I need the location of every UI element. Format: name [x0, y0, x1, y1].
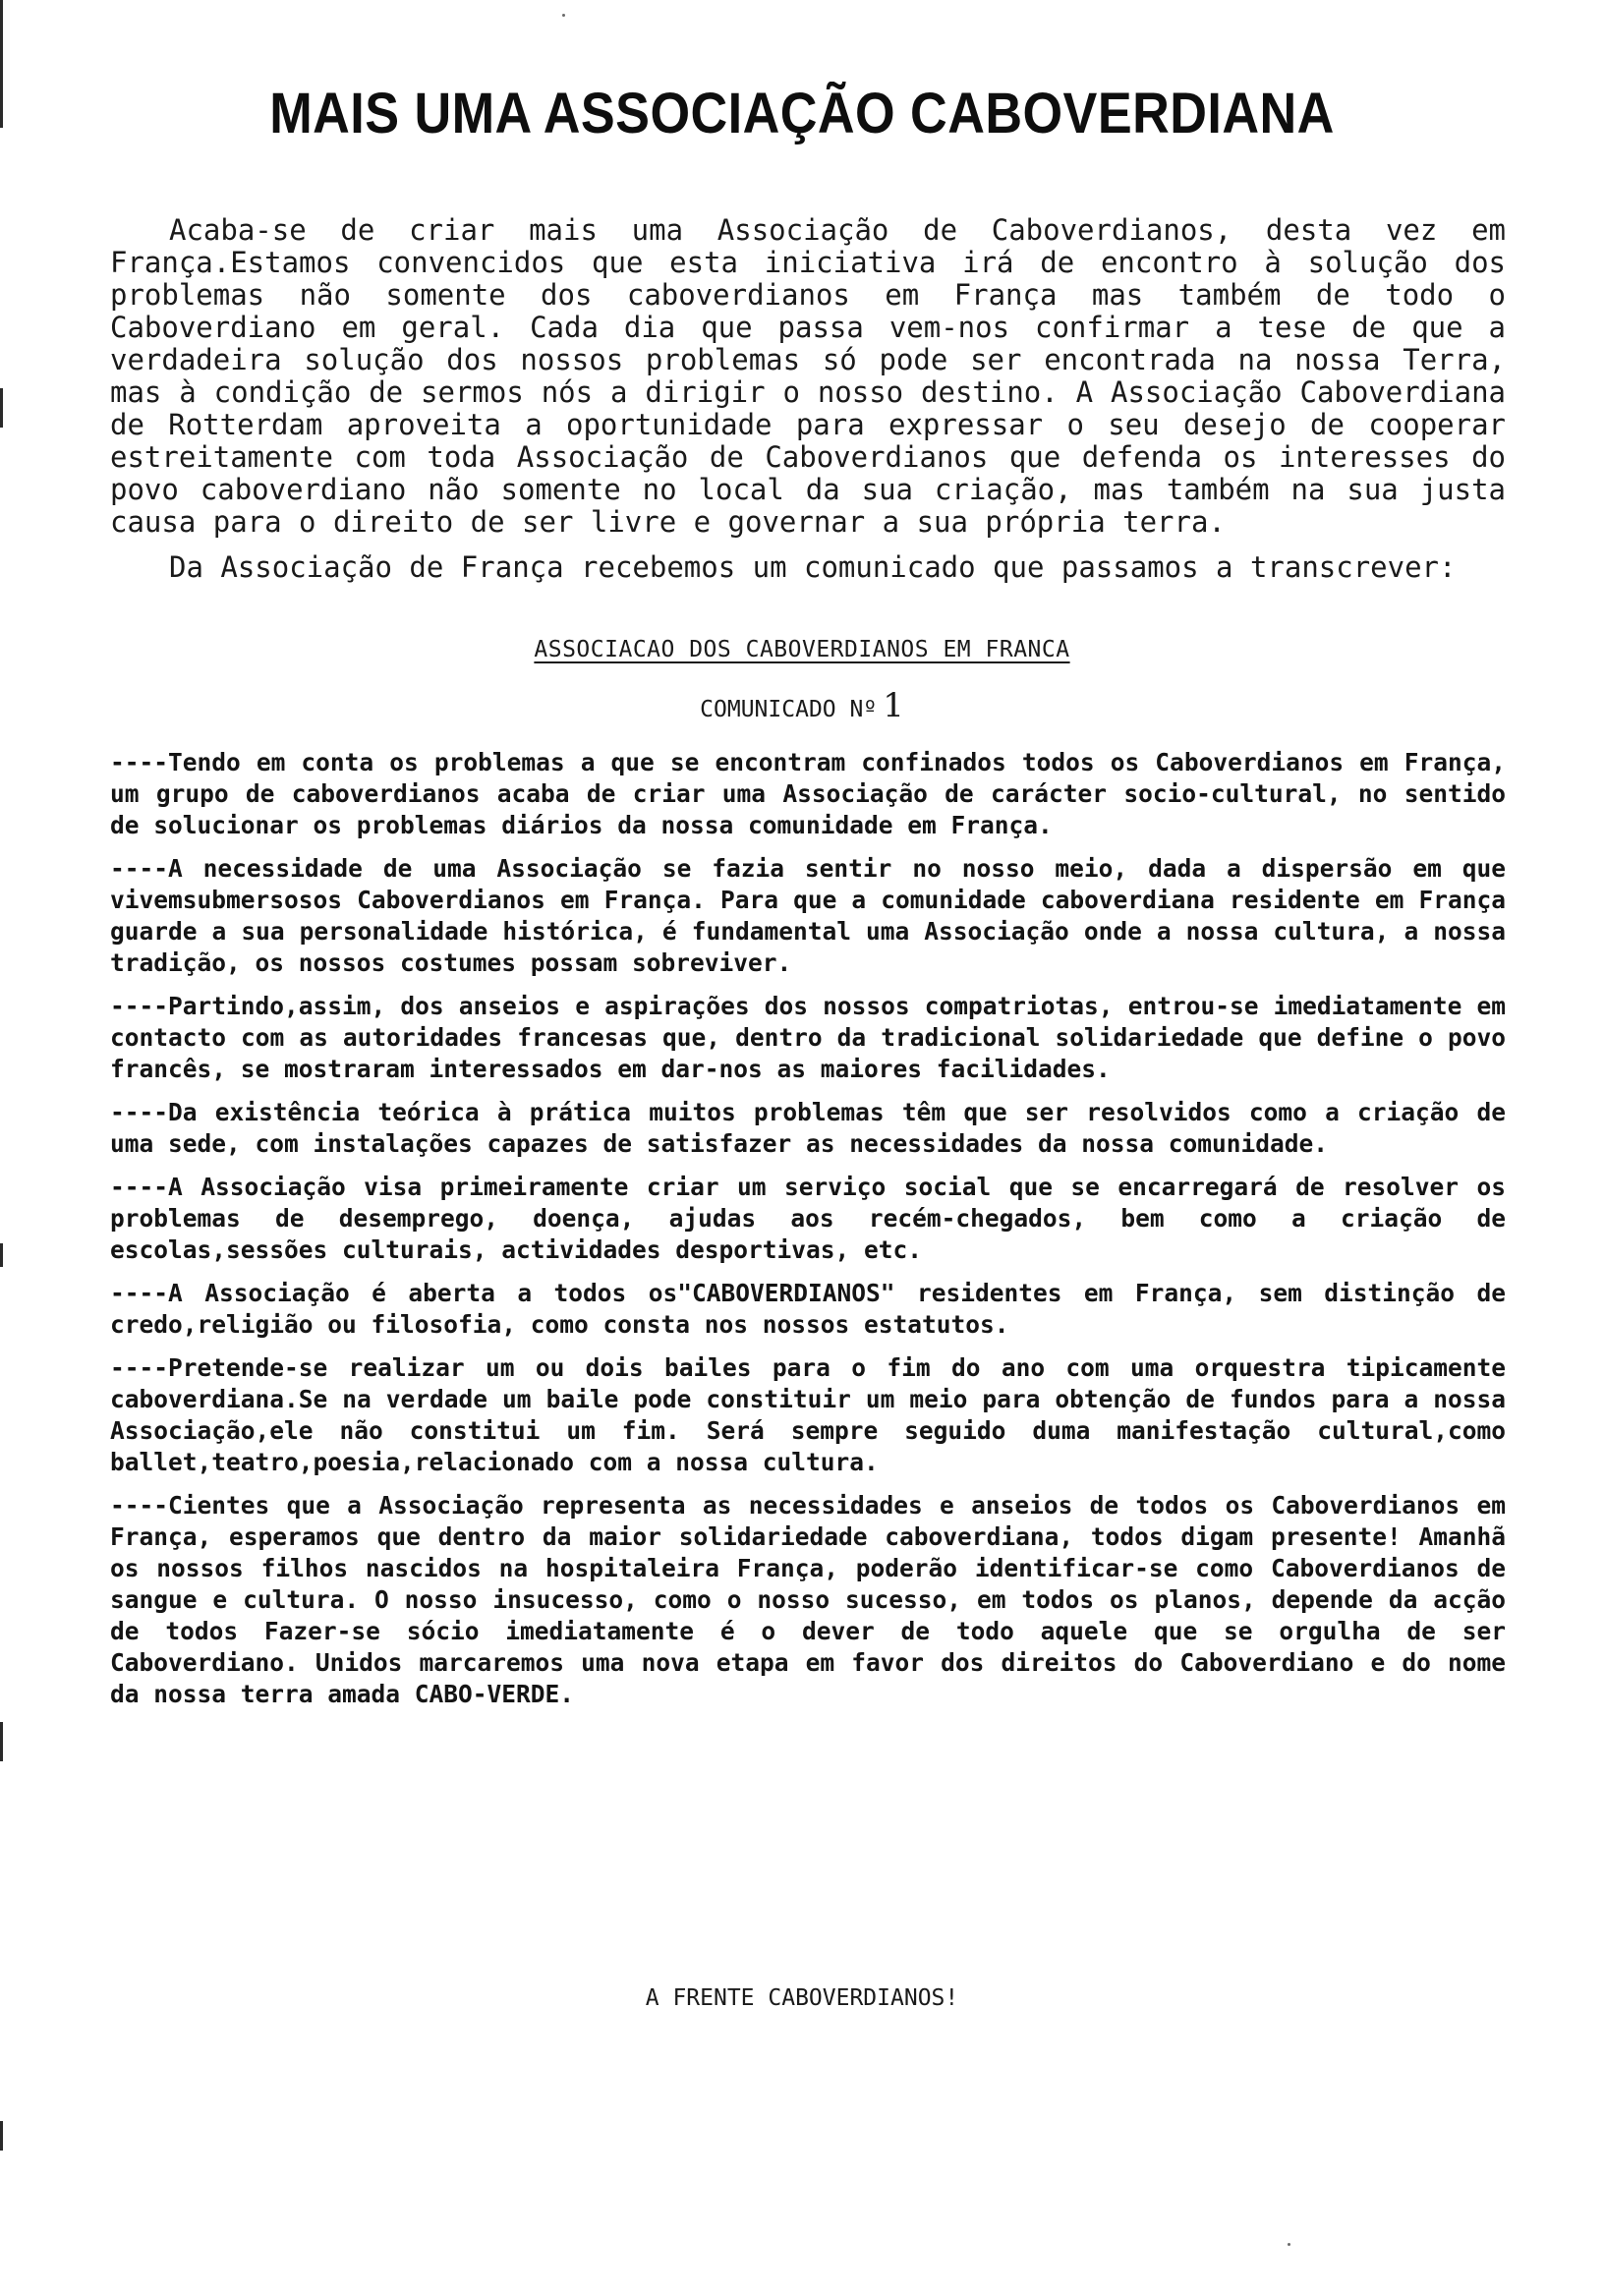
- communique-number-line: [0, 686, 1604, 725]
- communique-paragraph: ----A necessidade de uma Associação se fazia sentir no nosso meio, dada a dispersão em que vivemsubmersosos Caboverdianos em França. Para que a comunidade caboverdiana residente em França guarde a sua personalidade histórica, é fundamental uma Associação onde a nossa cultura, a nossa tradição, os nossos costumes possam sobreviver.: [110, 854, 1506, 977]
- left-margin-mark: [0, 1722, 3, 1761]
- left-margin-mark: [0, 1243, 3, 1267]
- paper-speck: [562, 14, 565, 17]
- closing-line: A FRENTE CABOVERDIANOS!: [645, 1985, 959, 2011]
- communique-paragraph: ----Da existência teórica à prática muitos problemas têm que ser resolvidos como a criação de uma sede, com instalações capazes de satisfazer as necessidades da nossa comunidade.: [110, 1098, 1506, 1158]
- communique-paragraph: ----A Associação visa primeiramente criar um serviço social que se encarregará de resolver os problemas de desemprego, doença, ajudas aos recém-chegados, bem como a criação de escolas,sessões culturais, actividades desportivas, etc.: [110, 1173, 1506, 1264]
- communique-number: 1: [883, 686, 904, 725]
- communique-paragraph: ----Partindo,assim, dos anseios e aspirações dos nossos compatriotas, entrou-se imediatamente em contacto com as autoridades francesas que, dentro da tradicional solidariedade que define o povo francês, se mostraram interessados em dar-nos as maiores facilidades.: [110, 992, 1506, 1083]
- intro-paragraph: Acaba-se de criar mais uma Associação de Caboverdianos, desta vez em França.Estamos convencidos que esta iniciativa irá de encontro à solução dos problemas não somente dos caboverdianos em França mas também de todo o Caboverdiano em geral. Cada dia que passa vem-nos confirmar a tese de que a verdadeira solução dos nossos problemas só pode ser encontrada na nossa Terra, mas à condição de sermos nós a dirigir o nosso destino. A Associação Caboverdiana de Rotterdam aproveita a oportunidade para expressar o seu desejo de cooperar estreitamente com toda Associação de Caboverdianos que defenda os interesses do povo caboverdiano não somente no local da sua criação, mas também na sua justa causa para o direito de ser livre e governar a sua própria terra.: [110, 213, 1506, 539]
- communique-header-text: ASSOCIACAO DOS CABOVERDIANOS EM FRANCA: [534, 637, 1070, 662]
- intro-paragraph: Da Associação de França recebemos um comunicado que passamos a transcrever:: [169, 550, 1457, 584]
- communique-body: [110, 747, 1506, 1710]
- communique-paragraph: ----Pretende-se realizar um ou dois bailes para o fim do ano com uma orquestra tipicamente caboverdiana.Se na verdade um baile pode constituir um meio para obtenção de fundos para a nossa Associação,ele não constitui um fim. Será sempre seguido duma manifestação cultural,como ballet,teatro,poesia,relacionado com a nossa cultura.: [110, 1353, 1506, 1476]
- left-margin-mark: [0, 2121, 3, 2151]
- paper-speck: [1288, 2243, 1290, 2246]
- communique-label: COMUNICADO Nº: [700, 697, 878, 722]
- communique-paragraph: ----Tendo em conta os problemas a que se encontram confinados todos os Caboverdianos em França, um grupo de caboverdianos acaba de criar uma Associação de carácter socio-cultural, no sentido de solucionar os problemas diários da nossa comunidade em França.: [110, 748, 1506, 839]
- communique-header: [0, 637, 1604, 662]
- left-margin-mark: [0, 0, 3, 128]
- intro-section: [110, 214, 1506, 584]
- communique-paragraph: ----Cientes que a Associação representa as necessidades e anseios de todos os Caboverdianos em França, esperamos que dentro da maior solidariedade caboverdiana, todos digam presente! Amanhã os nossos filhos nascidos na hospitaleira França, poderão identificar-se como Caboverdianos de sangue e cultura. O nosso insucesso, como o nosso sucesso, em todos os planos, depende da acção de todos Fazer-se sócio imediatamente é o dever de todo aquele que se orgulha de ser Caboverdiano. Unidos marcaremos uma nova etapa em favor dos direitos do Caboverdiano e do nome da nossa terra amada CABO-VERDE.: [110, 1491, 1506, 1708]
- page-title: MAIS UMA ASSOCIAÇÃO CABOVERDIANA: [269, 82, 1335, 145]
- communique-paragraph: ----A Associação é aberta a todos os"CABOVERDIANOS" residentes em França, sem distinção de credo,religião ou filosofia, como consta nos nossos estatutos.: [110, 1279, 1506, 1339]
- left-margin-mark: [0, 388, 3, 428]
